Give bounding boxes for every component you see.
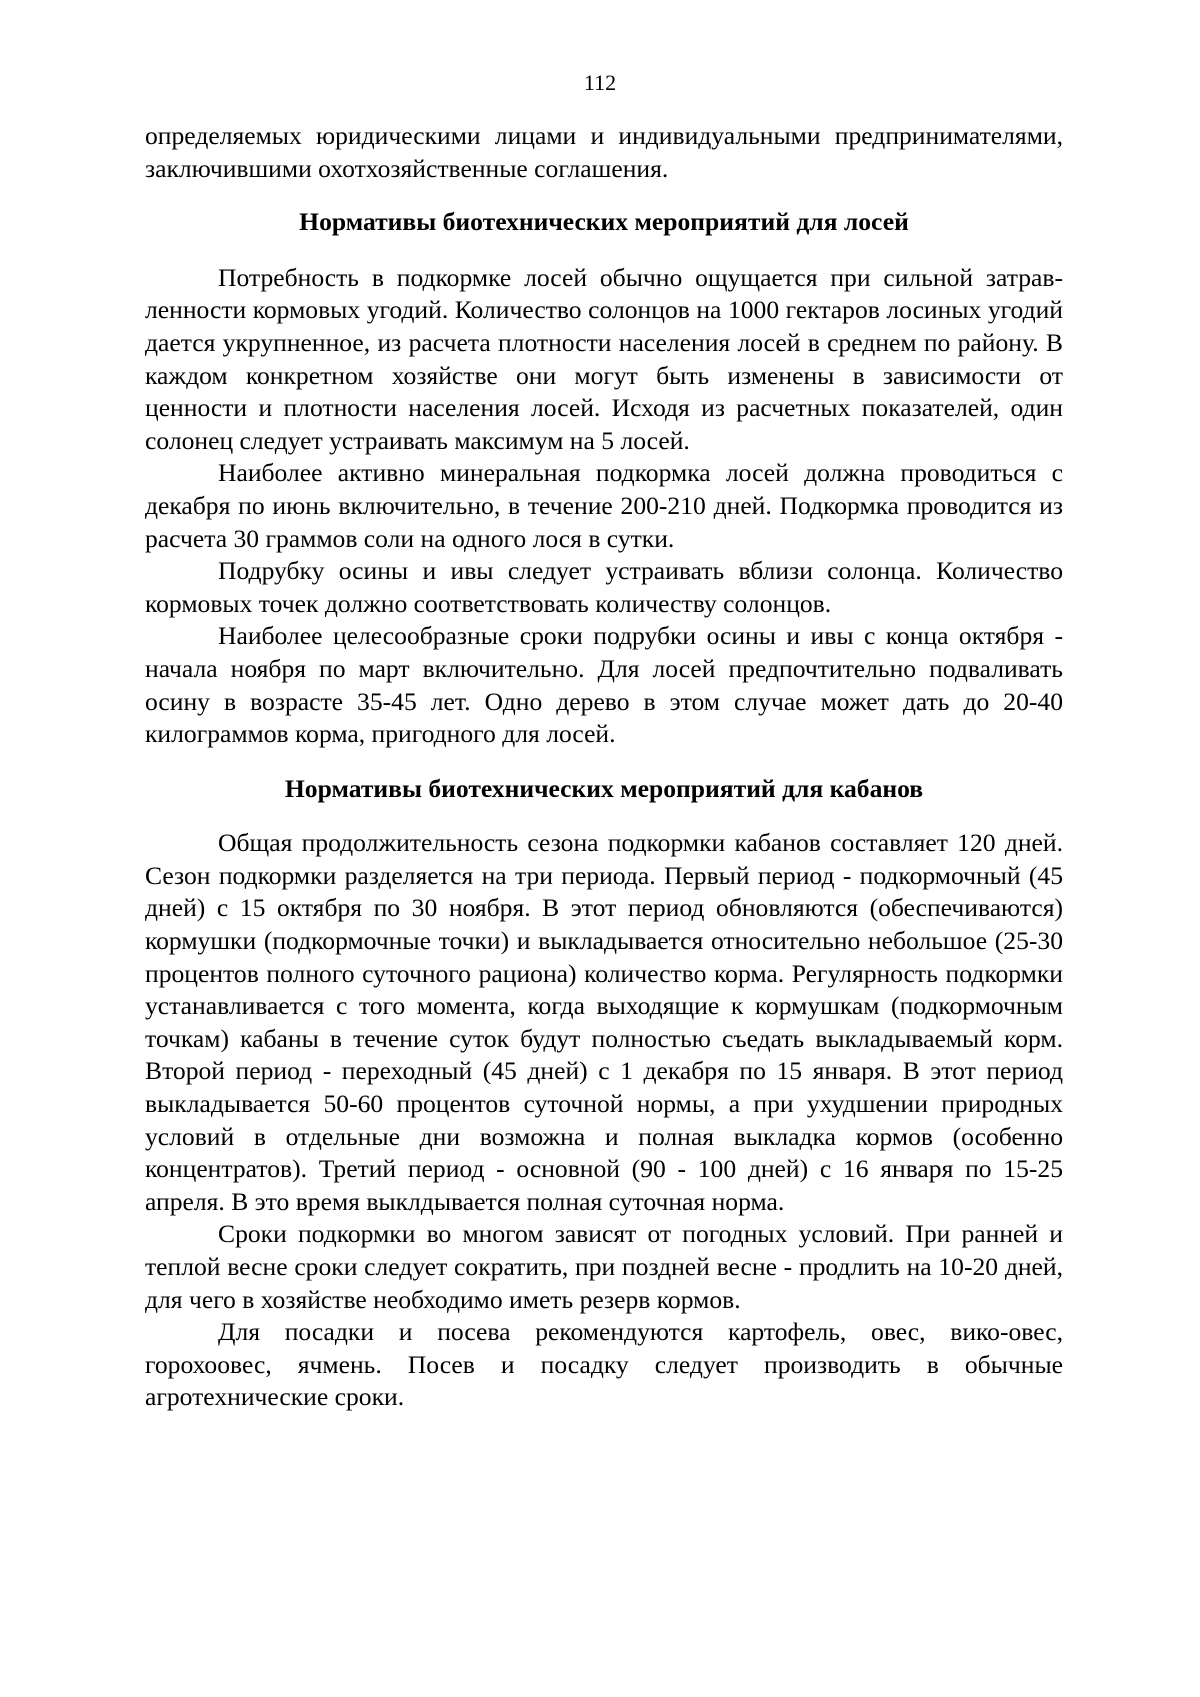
boar-section-heading: Нормативы биотехнических мероприятий для кабанов (284, 773, 924, 803)
page-number: 112 (583, 70, 617, 95)
moose-section-heading: Нормативы биотехнических мероприятий для лосей (299, 207, 909, 237)
moose-paragraph-4: Наиболее целесообразные сроки подрубки осины и ивы с конца октября - начала ноября по март включительно. Для лосей предпочтительно подваливать осину в возрасте 35-45 лет. Одно дерево в этом случае может дать до 20-40 килограммов корма, пригодного для лосей. (145, 621, 1063, 749)
moose-paragraph-2: Наиболее активно минеральная подкормка лосей должна проводиться с декабря по июнь включительно, в течение 200-210 дней. Подкормка проводится из расчета 30 граммов соли на одного лося в сутки. (145, 458, 1063, 553)
moose-paragraph-1: Потребность в подкормке лосей обычно ощущается при сильной затрав-ленности кормовых угодий. Количество солонцов на 1000 гектаров лосиных угодий дается укрупненное, из расчета плотности населения лосей в среднем по району. В каждом конкретном хозяйстве они могут быть изменены в зависимости от ценности и плотности населения лосей. Исходя из расчетных показателей, один солонец следует устраивать максимум на 5 лосей. (145, 262, 1063, 455)
boar-paragraph-2: Сроки подкормки во многом зависят от погодных условий. При ранней и теплой весне сроки следует сократить, при поздней весне - продлить на 10-20 дней, для чего в хозяйстве необходимо иметь резерв кормов. (145, 1219, 1063, 1314)
page-content (145, 120, 1063, 1414)
boar-paragraph-3: Для посадки и посева рекомендуются картофель, овес, вико-овес, горохоовес, ячмень. Посев и посадку следует производить в обычные агротехнические сроки. (145, 1317, 1063, 1412)
moose-paragraph-3: Подрубку осины и ивы следует устраивать вблизи солонца. Количество кормовых точек должно соответствовать количеству солонцов. (145, 556, 1063, 618)
continuation-paragraph: определяемых юридическими лицами и индивидуальными предпринимателями, заключившими охотхозяйственные соглашения. (145, 121, 1063, 183)
boar-paragraph-1: Общая продолжительность сезона подкормки кабанов составляет 120 дней. Сезон подкормки разделяется на три периода. Первый период - подкормочный (45 дней) с 15 октября по 30 ноября. В этот период обновляются (обеспечиваются) кормушки (подкормочные точки) и выкладывается относительно небольшое (25-30 процентов полного суточного рациона) количество корма. Регулярность подкормки устанавливается с того момента, когда выходящие к кормушкам (подкормочным точкам) кабаны в течение суток будут полностью съедать выкладываемый корм. Второй период - переходный (45 дней) с 1 декабря по 15 января. В этот период выкладывается 50-60 процентов суточной нормы, а при ухудшении природных условий в отдельные дни возможна и полная выкладка кормов (особенно концентратов). Третий период - основной (90 - 100 дней) с 16 января по 15-25 апреля. В это время выклдывается полная суточная норма. (145, 828, 1063, 1216)
